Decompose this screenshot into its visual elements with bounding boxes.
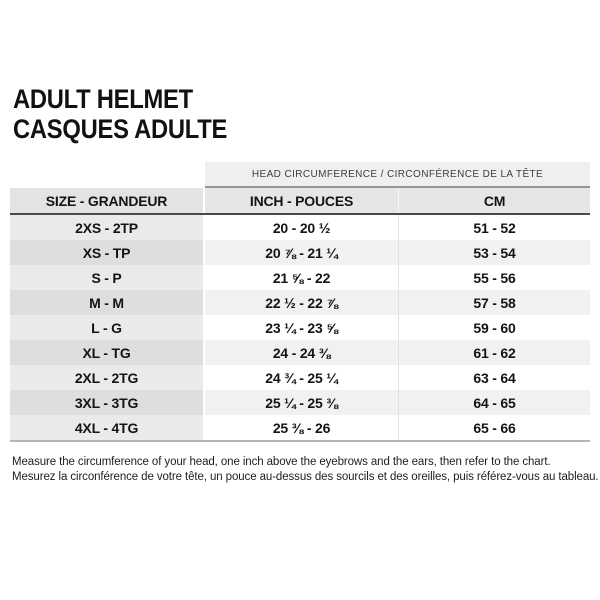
- table-row: [10, 265, 590, 290]
- table-row: [10, 290, 590, 315]
- page-title-en: ADULT HELMET: [13, 84, 193, 114]
- table-row: [10, 390, 590, 415]
- cm-cell: 61 - 62: [399, 340, 590, 365]
- measurement-instructions: [12, 455, 599, 485]
- cm-cell: 59 - 60: [399, 315, 590, 340]
- inch-cell: 20 ⅞ - 21 ¼: [205, 240, 399, 265]
- inch-cell: 24 - 24 ⅜: [205, 340, 399, 365]
- page-title: [13, 84, 227, 144]
- table-row: [10, 215, 590, 240]
- table-body: [10, 215, 590, 442]
- inch-cell: 22 ½ - 22 ⅞: [205, 290, 399, 315]
- table-row: [10, 315, 590, 340]
- table-row: [10, 240, 590, 265]
- size-chart-table: [10, 162, 590, 442]
- column-header-row: [10, 188, 590, 215]
- size-cell: XL - TG: [10, 340, 205, 365]
- head-circumference-span-header: HEAD CIRCUMFERENCE / CIRCONFÉRENCE DE LA TÊTE: [205, 162, 590, 188]
- column-header-size: SIZE - GRANDEUR: [10, 188, 205, 213]
- page-title-fr: CASQUES ADULTE: [13, 114, 228, 144]
- size-cell: L - G: [10, 315, 205, 340]
- cm-cell: 65 - 66: [399, 415, 590, 440]
- inch-cell: 21 ⅝ - 22: [205, 265, 399, 290]
- cm-cell: 51 - 52: [399, 215, 590, 240]
- cm-cell: 53 - 54: [399, 240, 590, 265]
- inch-cell: 23 ¼ - 23 ⅝: [205, 315, 399, 340]
- table-row: [10, 365, 590, 390]
- inch-cell: 24 ¾ - 25 ¼: [205, 365, 399, 390]
- cm-cell: 57 - 58: [399, 290, 590, 315]
- cm-cell: 63 - 64: [399, 365, 590, 390]
- cm-cell: 55 - 56: [399, 265, 590, 290]
- size-cell: 3XL - 3TG: [10, 390, 205, 415]
- measurement-instructions-fr: Mesurez la circonférence de votre tête, un pouce au-dessus des sourcils et des oreilles, puis référez-vous au tableau.: [12, 471, 599, 483]
- table-row: [10, 340, 590, 365]
- column-header-inch: INCH - POUCES: [205, 188, 399, 213]
- size-cell: S - P: [10, 265, 205, 290]
- measurement-instructions-en: Measure the circumference of your head, one inch above the eyebrows and the ears, then refer to the chart.: [12, 456, 551, 468]
- size-cell: 2XL - 2TG: [10, 365, 205, 390]
- cm-cell: 64 - 65: [399, 390, 590, 415]
- table-row: [10, 415, 590, 440]
- column-header-cm: CM: [399, 188, 590, 213]
- size-cell: 2XS - 2TP: [10, 215, 205, 240]
- inch-cell: 25 ⅜ - 26: [205, 415, 399, 440]
- size-cell: 4XL - 4TG: [10, 415, 205, 440]
- size-cell: XS - TP: [10, 240, 205, 265]
- inch-cell: 20 - 20 ½: [205, 215, 399, 240]
- size-cell: M - M: [10, 290, 205, 315]
- inch-cell: 25 ¼ - 25 ⅜: [205, 390, 399, 415]
